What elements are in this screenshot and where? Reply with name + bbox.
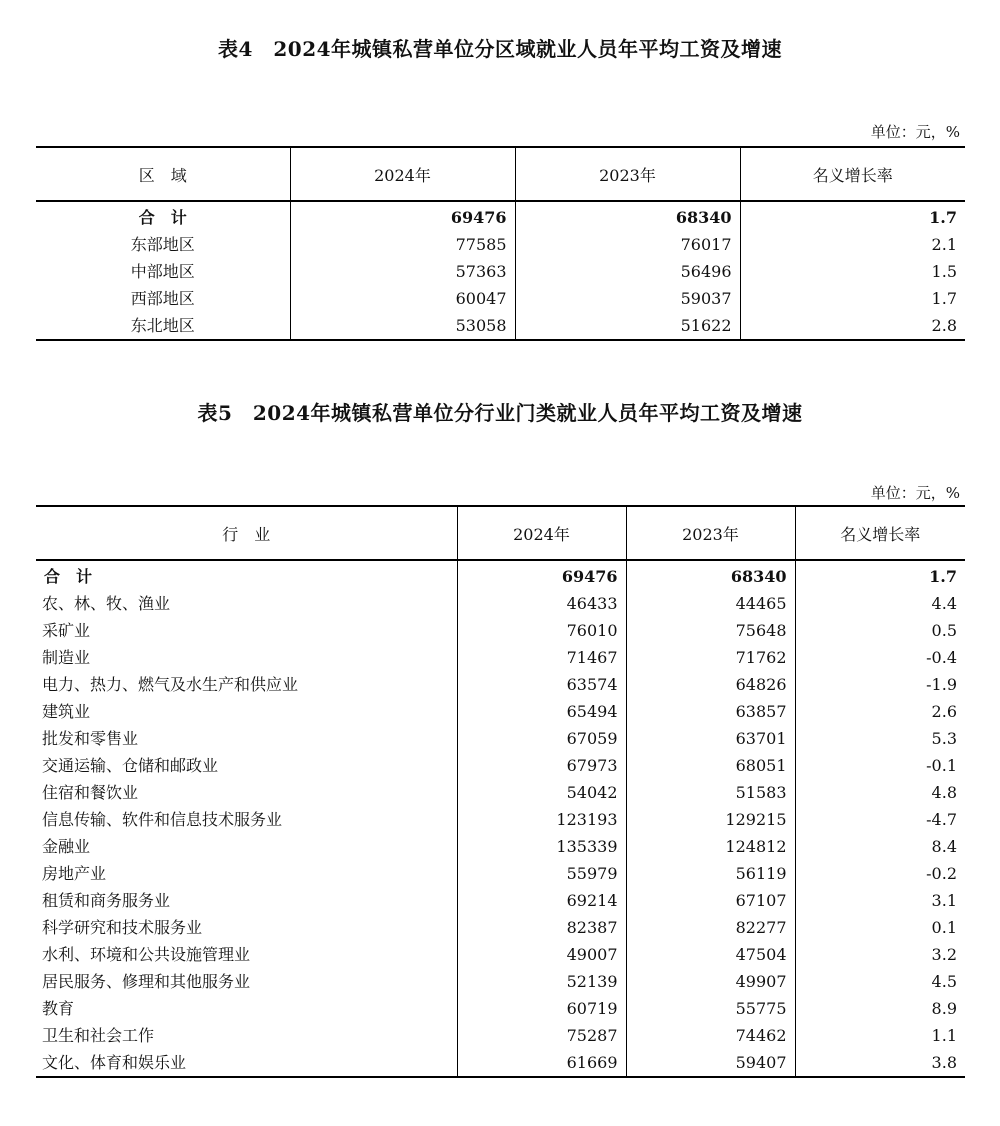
table5-value-2023: 68051 [626,752,795,779]
table4-header-region: 区 域 [36,147,290,201]
table4-value-2024: 77585 [290,231,515,258]
table5-value-2024: 69476 [457,560,626,590]
table5-value-2024: 52139 [457,968,626,995]
table5-growth-rate: 3.2 [795,941,965,968]
table5-value-2024: 135339 [457,833,626,860]
table5-value-2024: 67059 [457,725,626,752]
table4-growth-rate: 2.8 [740,312,965,340]
table5-growth-rate: 4.5 [795,968,965,995]
table5-value-2024: 63574 [457,671,626,698]
table5-growth-rate: 4.4 [795,590,965,617]
table5-value-2024: 75287 [457,1022,626,1049]
table5-value-2024: 49007 [457,941,626,968]
table5-value-2023: 63857 [626,698,795,725]
table5-value-2024: 55979 [457,860,626,887]
table4-header-2023: 2023年 [515,147,740,201]
table4-value-2023: 68340 [515,201,740,231]
table5-row-label: 信息传输、软件和信息技术服务业 [42,810,283,829]
table5-row-label: 交通运输、仓储和邮政业 [42,756,219,775]
table5-value-2023: 71762 [626,644,795,671]
table5-value-2023: 75648 [626,617,795,644]
table5-row-label: 农、林、牧、渔业 [42,594,171,613]
table5-value-2023: 67107 [626,887,795,914]
table4-header-row [36,147,965,201]
table4-growth-rate: 1.7 [740,201,965,231]
table5-value-2024: 46433 [457,590,626,617]
table5-row-label: 文化、体育和娱乐业 [36,1049,457,1077]
table5-row [36,914,965,941]
table5-value-2023: 124812 [626,833,795,860]
table4-row [36,258,965,285]
table5-growth-rate: 0.1 [795,914,965,941]
table5-value-2023: 51583 [626,779,795,806]
table5-value-2024: 65494 [457,698,626,725]
table5-row [36,1022,965,1049]
table5-row-label: 教育 [42,999,75,1018]
table5-value-2023: 82277 [626,914,795,941]
table4-header-2024: 2024年 [290,147,515,201]
table5-row [36,1049,965,1077]
table5-row-label: 制造业 [42,648,91,667]
table4-growth-rate: 2.1 [740,231,965,258]
table5-growth-rate: -0.2 [795,860,965,887]
table5-row [36,806,965,833]
table5-row [36,887,965,914]
table5-row [36,617,965,644]
table5-row-label: 批发和零售业 [42,729,139,748]
table5-value-2024: 67973 [457,752,626,779]
table5-value-2023: 64826 [626,671,795,698]
table5-growth-rate: -0.4 [795,644,965,671]
table4-row-label: 合 计 [138,208,187,227]
table4-value-2023: 56496 [515,258,740,285]
table5-value-2023: 59407 [626,1049,795,1077]
table5-growth-rate: 2.6 [795,698,965,725]
table5-growth-rate: -0.1 [795,752,965,779]
table5-row [36,560,965,590]
table5-value-2024: 76010 [457,617,626,644]
table4 [36,146,965,341]
table5-value-2024: 61669 [457,1049,626,1077]
table5-row-label: 建筑业 [42,702,91,721]
table5-row [36,752,965,779]
table5-value-2023: 47504 [626,941,795,968]
table5-value-2024: 82387 [457,914,626,941]
table5-header-2023: 2023年 [626,506,795,560]
table5 [36,505,965,1078]
table5-header-growth: 名义增长率 [795,506,965,560]
table5-growth-rate: 1.1 [795,1022,965,1049]
table5-growth-rate: 8.9 [795,995,965,1022]
table5-value-2024: 54042 [457,779,626,806]
table5-row-label: 科学研究和技术服务业 [42,918,203,937]
table4-growth-rate: 1.5 [740,258,965,285]
table4-value-2024: 53058 [290,312,515,340]
table5-row-label: 租赁和商务服务业 [42,891,171,910]
table5-value-2023: 55775 [626,995,795,1022]
table5-value-2024: 69214 [457,887,626,914]
table5-row [36,725,965,752]
table5-row-label: 住宿和餐饮业 [42,783,139,802]
table5-title: 表5 2024年城镇私营单位分行业门类就业人员年平均工资及增速 [197,401,803,425]
table5-row [36,833,965,860]
table5-header-industry: 行 业 [36,506,457,560]
table5-row-label: 房地产业 [42,864,107,883]
table4-row-label: 西部地区 [130,289,195,308]
table4-value-2024: 60047 [290,285,515,312]
table5-header-row [36,506,965,560]
table5-growth-rate: 5.3 [795,725,965,752]
table4-value-2024: 57363 [290,258,515,285]
table4-header-growth: 名义增长率 [740,147,965,201]
table4-unit: 单位：元，% [870,123,960,141]
table5-row [36,671,965,698]
table5-value-2023: 49907 [626,968,795,995]
table5-growth-rate: 4.8 [795,779,965,806]
table4-row-label: 中部地区 [130,262,195,281]
table5-growth-rate: -4.7 [795,806,965,833]
table5-value-2023: 74462 [626,1022,795,1049]
table5-row-label: 电力、热力、燃气及水生产和供应业 [42,675,299,694]
table5-row-label: 居民服务、修理和其他服务业 [42,972,251,991]
table5-value-2024: 60719 [457,995,626,1022]
table5-growth-rate: 3.8 [795,1049,965,1077]
table5-unit: 单位：元，% [870,484,960,502]
table5-row-label: 金融业 [42,837,91,856]
table4-value-2023: 59037 [515,285,740,312]
table5-value-2023: 129215 [626,806,795,833]
table5-row [36,590,965,617]
table4-row-label: 东部地区 [130,235,195,254]
table5-row-label: 采矿业 [42,621,91,640]
table5-row-label: 卫生和社会工作 [42,1026,155,1045]
table5-growth-rate: 0.5 [795,617,965,644]
table5-value-2023: 63701 [626,725,795,752]
table5-value-2023: 44465 [626,590,795,617]
table5-growth-rate: 3.1 [795,887,965,914]
table4-row [36,201,965,231]
table4-row [36,285,965,312]
table5-row-label: 合 计 [44,567,93,586]
table5-row [36,779,965,806]
table5-value-2023: 56119 [626,860,795,887]
table5-row [36,860,965,887]
table5-header-2024: 2024年 [457,506,626,560]
table4-value-2023: 51622 [515,312,740,340]
table5-row [36,698,965,725]
table4-value-2024: 69476 [290,201,515,231]
table5-growth-rate: -1.9 [795,671,965,698]
table5-growth-rate: 1.7 [795,560,965,590]
table5-value-2024: 123193 [457,806,626,833]
table5-row [36,644,965,671]
table4-row [36,312,965,340]
table4-title: 表4 2024年城镇私营单位分区域就业人员年平均工资及增速 [217,37,783,61]
table5-row [36,995,965,1022]
table5-row-label: 水利、环境和公共设施管理业 [42,945,251,964]
table4-growth-rate: 1.7 [740,285,965,312]
table4-row [36,231,965,258]
table5-value-2023: 68340 [626,560,795,590]
table4-row-label: 东北地区 [36,312,290,340]
table5-growth-rate: 8.4 [795,833,965,860]
table5-value-2024: 71467 [457,644,626,671]
table4-value-2023: 76017 [515,231,740,258]
table5-row [36,968,965,995]
table5-row [36,941,965,968]
